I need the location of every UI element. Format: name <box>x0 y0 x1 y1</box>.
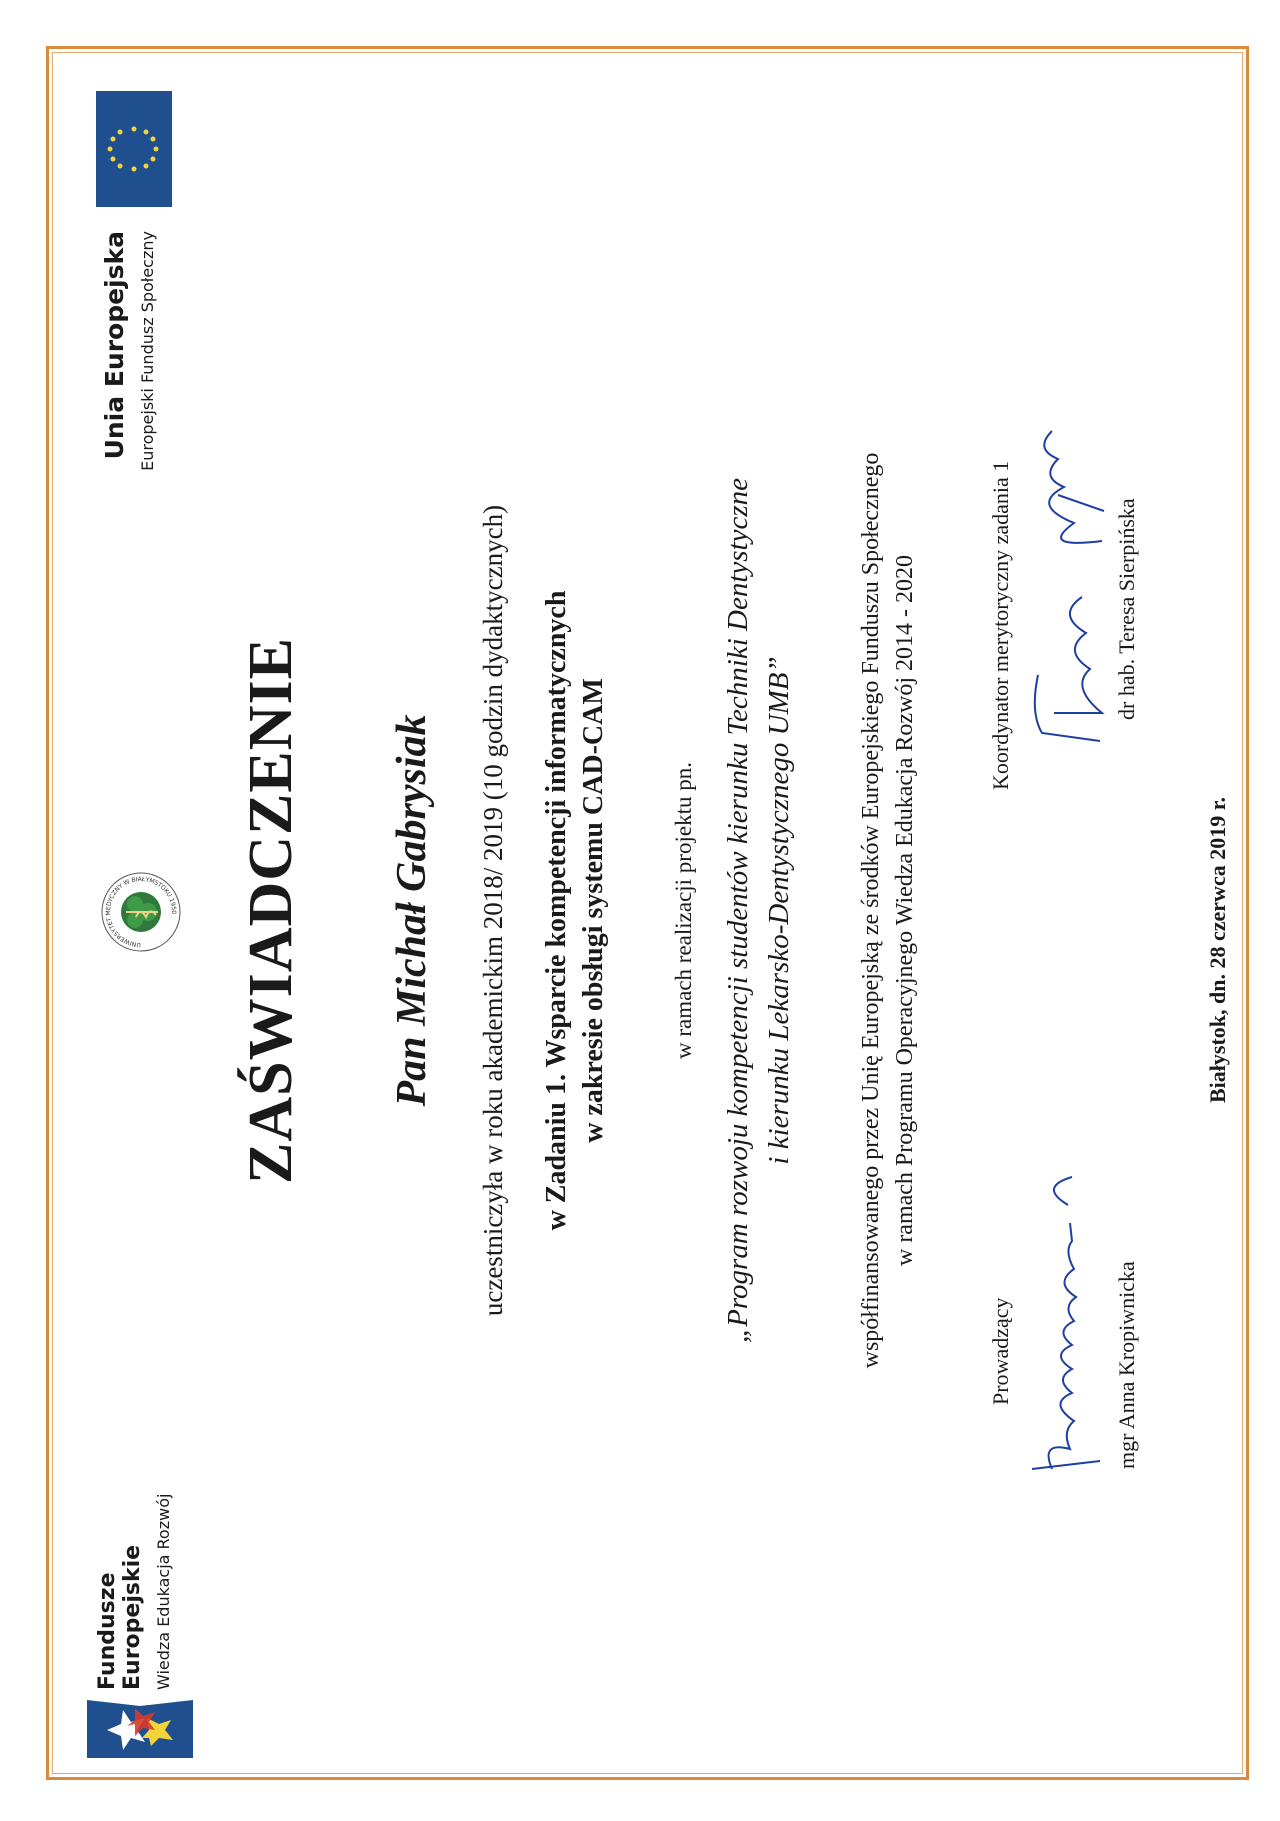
participation-text: uczestniczyła w roku akademickim 2018/ 2019 (10 godzin dydaktycznych) <box>478 504 508 1317</box>
right-signer-name: dr hab. Teresa Sierpińska <box>1114 498 1139 720</box>
page-border-inner <box>52 52 1243 1774</box>
left-signer-name: mgr Anna Kropiwnicka <box>1114 1261 1139 1469</box>
right-signature <box>1024 361 1108 761</box>
funding-line-1: współfinansowanego przez Unię Europejską ze środków Europejskiego Funduszu Społecznego <box>858 452 884 1369</box>
left-signature <box>1024 1151 1108 1481</box>
eu-stars-icon <box>96 91 172 207</box>
fe-logo-line1: Fundusze <box>95 1572 120 1690</box>
task-line-2: w zakresie obsługi systemu CAD-CAM <box>578 678 609 1143</box>
certificate-title: ZAŚWIADCZENIE <box>237 636 305 1185</box>
fundusze-europejskie-logo <box>87 1700 193 1760</box>
program-line-2: i kierunku Lekarsko-Dentystycznego UMB” <box>763 656 795 1165</box>
place-and-date: Białystok, dn. 28 czerwca 2019 r. <box>1205 797 1230 1103</box>
fe-logo-line2: Europejskie <box>120 1544 145 1690</box>
eu-logo-title: Unia Europejska <box>100 231 129 460</box>
project-intro: w ramach realizacji projektu pn. <box>671 762 696 1059</box>
fe-logo-subtitle: Wiedza Edukacja Rozwój <box>154 1493 173 1690</box>
right-signer-role: Koordynator merytoryczny zadania 1 <box>988 460 1013 790</box>
umb-university-seal <box>100 871 182 953</box>
eu-logo-subtitle: Europejski Fundusz Społeczny <box>138 231 157 471</box>
eu-flag-logo <box>96 91 172 207</box>
program-line-1: „Program rozwoju kompetencji studentów kierunku Techniki Dentystyczne <box>722 477 754 1344</box>
left-signer-role: Prowadzący <box>988 1297 1013 1405</box>
recipient-name: Pan Michał Gabrysiak <box>389 714 435 1107</box>
task-line-1: w Zadaniu 1. Wsparcie kompetencji informatycznych <box>541 590 572 1231</box>
funding-line-2: w ramach Programu Operacyjnego Wiedza Edukacja Rozwój 2014 - 2020 <box>892 554 918 1267</box>
seal-text: UNIWERSYTET MEDYCZNY W BIAŁYMSTOKU 1950 <box>104 875 178 949</box>
